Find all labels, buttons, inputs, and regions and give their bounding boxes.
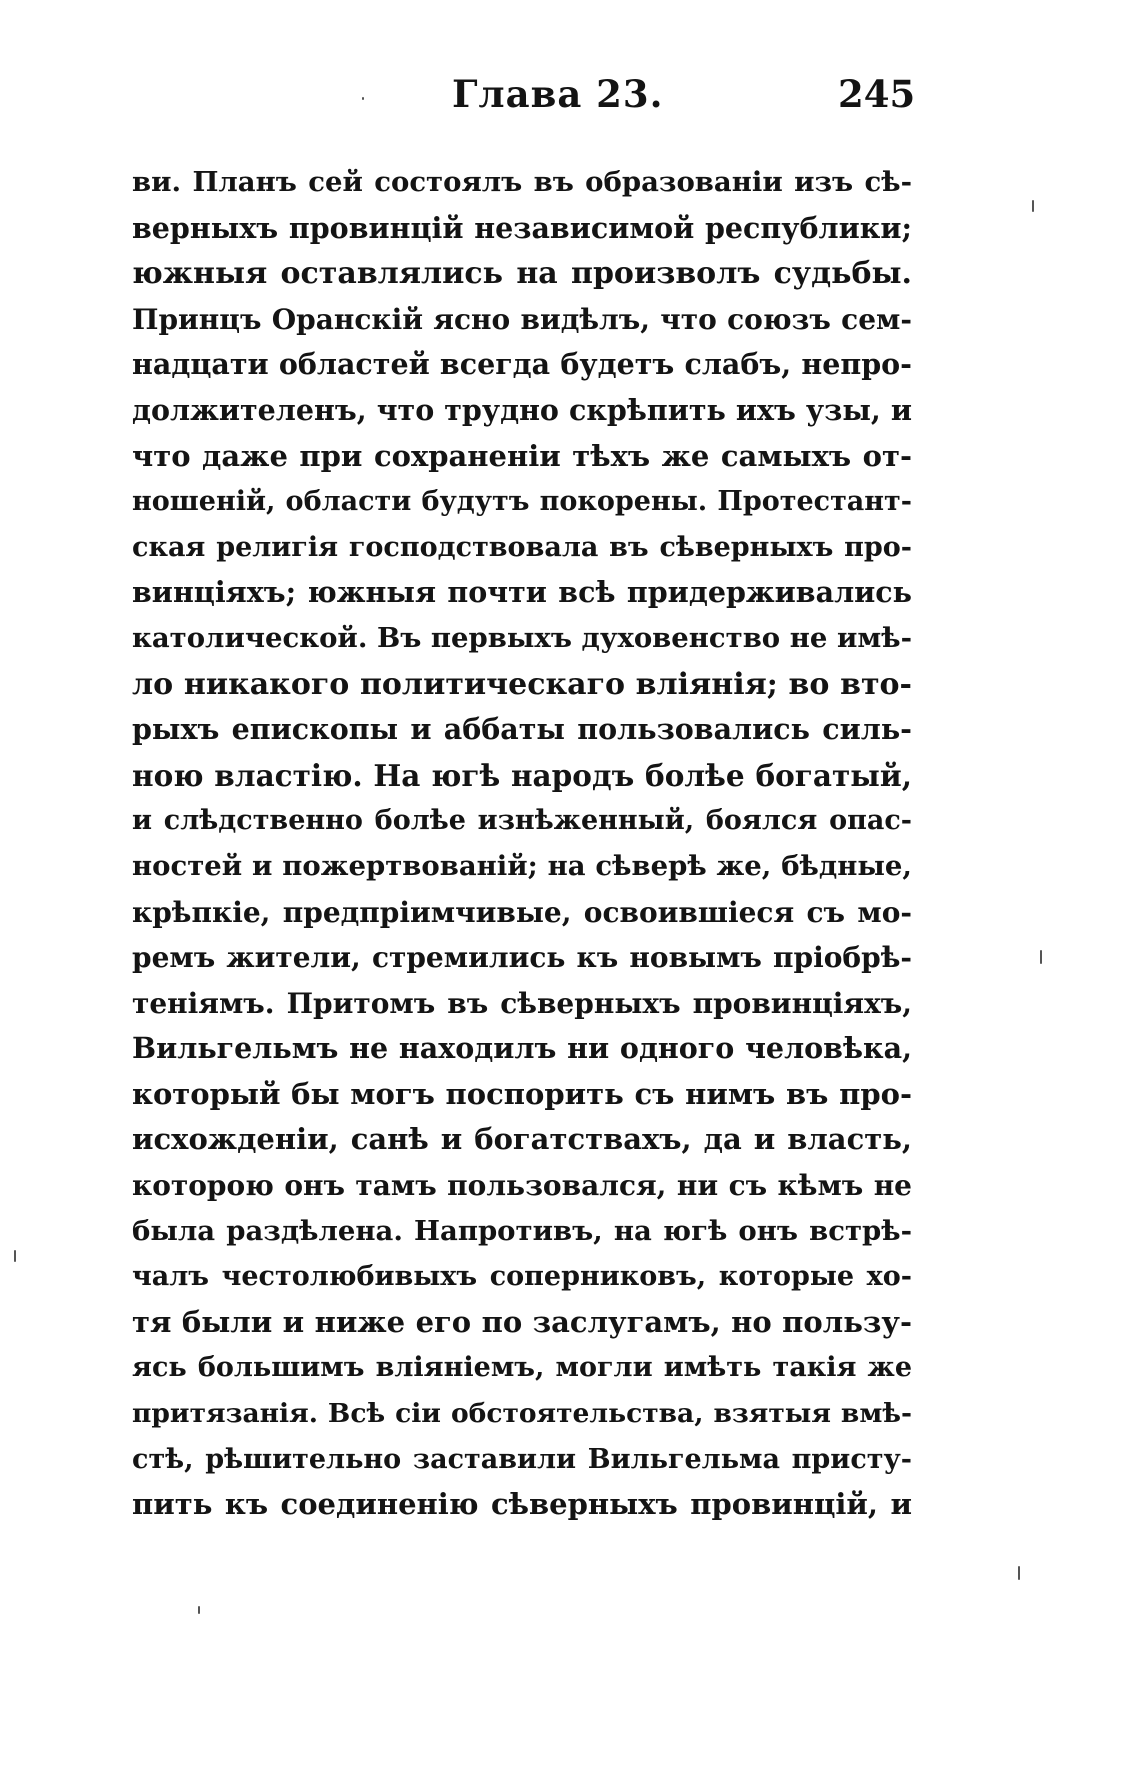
text-line: и слѣдственно болѣе изнѣженный, боялся опас- <box>132 805 912 837</box>
text-line: католической. Въ первыхъ духовенство не имѣ- <box>132 621 912 654</box>
text-line: крѣпкіе, предпріимчивые, освоившіеся съ мо- <box>132 895 912 929</box>
scan-speck <box>14 1250 16 1262</box>
text-line: ремъ жители, стремились къ новымъ пріобрѣ- <box>132 941 912 975</box>
text-line: исхожденіи, санѣ и богатствахъ, да и власть, <box>132 1122 912 1157</box>
scan-speck <box>1032 200 1034 212</box>
scan-speck <box>198 1606 200 1614</box>
text-line: южныя оставлялись на произволъ судьбы. <box>132 256 912 292</box>
text-line: тя были и ниже его по заслугамъ, но пользу- <box>132 1304 912 1339</box>
scan-speck <box>1018 1566 1020 1580</box>
text-line: ностей и пожертвованій; на сѣверѣ же, бѣдные, <box>132 849 912 882</box>
text-line: что даже при сохраненіи тѣхъ же самыхъ от- <box>132 438 912 473</box>
text-line: должителенъ, что трудно скрѣпить ихъ узы, и <box>132 392 912 427</box>
text-line: чалъ честолюбивыхъ соперниковъ, которые хо- <box>132 1261 912 1293</box>
text-line: ская религія господствовала въ сѣверныхъ про- <box>132 531 912 563</box>
text-line: Принцъ Оранскій ясно видѣлъ, что союзъ сем- <box>132 302 912 336</box>
text-line: верныхъ провинцій независимой республики; <box>132 210 912 245</box>
text-line: стѣ, рѣшительно заставили Вильгельма присту- <box>132 1443 912 1475</box>
text-line: ною властію. На югѣ народъ болѣе богатый, <box>132 757 912 793</box>
text-line: которою онъ тамъ пользовался, ни съ кѣмъ не <box>132 1169 912 1203</box>
running-head: Глава 23. <box>452 72 664 116</box>
text-line: который бы могъ поспорить съ нимъ въ про- <box>132 1076 912 1111</box>
text-line: ло никакого политическаго вліянія; во вто- <box>132 666 912 702</box>
text-line: ясь большимъ вліяніемъ, могли имѣть такія же <box>132 1352 912 1384</box>
text-line: рыхъ епископы и аббаты пользовались силь- <box>132 712 912 747</box>
text-line: теніямъ. Притомъ въ сѣверныхъ провинціяхъ, <box>132 986 912 1020</box>
text-line: была раздѣлена. Напротивъ, на югѣ онъ встрѣ- <box>132 1214 912 1247</box>
text-line: винціяхъ; южныя почти всѣ придерживались <box>132 575 912 610</box>
text-line: пить къ соединенію сѣверныхъ провинцій, и <box>132 1487 912 1522</box>
scan-speck <box>1040 950 1042 964</box>
page-number: 245 <box>838 72 916 116</box>
text-line: Вильгельмъ не находилъ ни одного человѣка, <box>132 1031 912 1066</box>
text-line: ви. Планъ сей состоялъ въ образованіи изъ сѣ- <box>132 166 912 198</box>
page-header <box>0 72 1140 132</box>
text-line: притязанія. Всѣ сіи обстоятельства, взятыя вмѣ- <box>132 1398 912 1430</box>
text-line: ношеній, области будутъ покорены. Протестант- <box>132 486 912 518</box>
scan-speck <box>362 97 364 100</box>
text-line: надцати областей всегда будетъ слабъ, непро- <box>132 347 912 382</box>
body-text <box>132 160 912 1528</box>
